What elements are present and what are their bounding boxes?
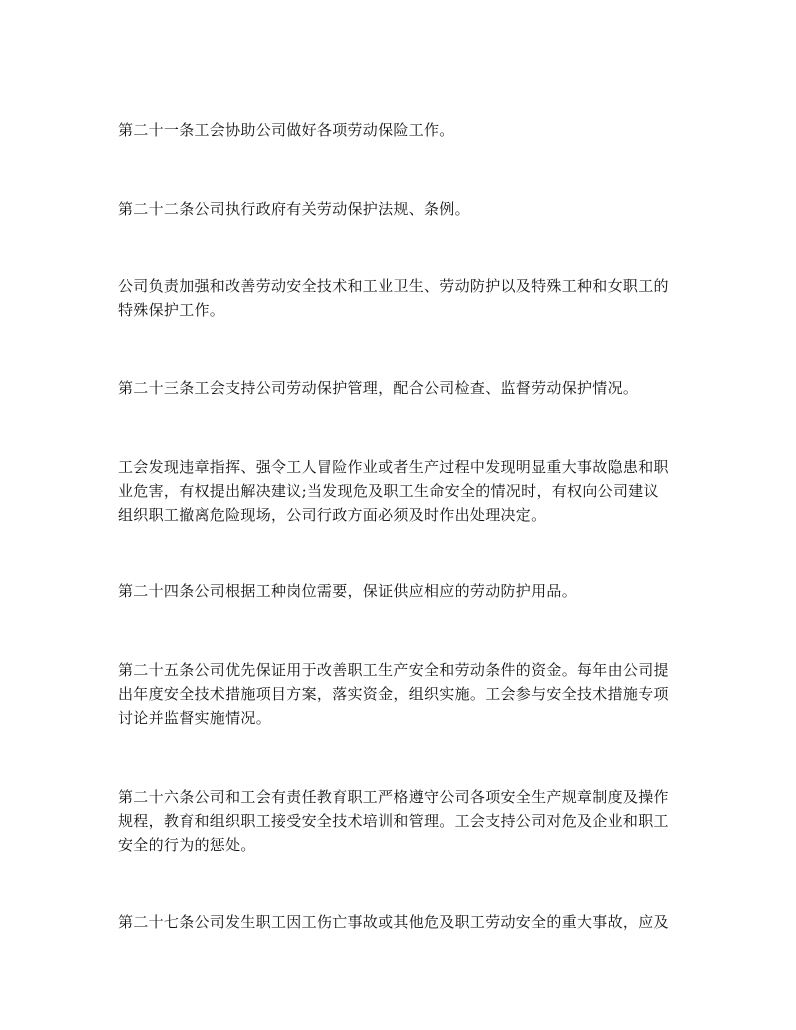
paragraph-article-23 bbox=[118, 376, 688, 400]
text-line: 工会发现违章指挥、强令工人冒险作业或者生产过程中发现明显重大事故隐患和职 bbox=[118, 458, 669, 476]
paragraph-article-21 bbox=[118, 118, 688, 142]
text-line: 规程，教育和组织职工接受安全技术培训和管理。工会支持公司对危及企业和职工 bbox=[118, 812, 669, 830]
text-line: 公司负责加强和改善劳动安全技术和工业卫生、劳动防护以及特殊工种和女职工的 bbox=[118, 277, 669, 295]
paragraph-union-rights bbox=[118, 455, 688, 527]
text-line: 第二十四条公司根据工种岗位需要，保证供应相应的劳动防护用品。 bbox=[118, 582, 578, 600]
text-line: 组织职工撤离危险现场，公司行政方面必须及时作出处理决定。 bbox=[118, 506, 547, 524]
text-line: 特殊保护工作。 bbox=[118, 301, 226, 319]
text-line: 第二十一条工会协助公司做好各项劳动保险工作。 bbox=[118, 121, 455, 139]
paragraph-article-22 bbox=[118, 197, 688, 221]
text-line: 第二十六条公司和工会有责任教育职工严格遵守公司各项安全生产规章制度及操作 bbox=[118, 788, 669, 806]
text-line: 第二十三条工会支持公司劳动保护管理，配合公司检查、监督劳动保护情况。 bbox=[118, 379, 639, 397]
text-line: 安全的行为的惩处。 bbox=[118, 836, 256, 854]
paragraph-article-25 bbox=[118, 658, 688, 730]
paragraph-article-24 bbox=[118, 579, 688, 603]
text-line: 出年度安全技术措施项目方案，落实资金，组织实施。工会参与安全技术措施专项 bbox=[118, 685, 669, 703]
paragraph-company-responsibility bbox=[118, 274, 688, 322]
paragraph-article-27 bbox=[118, 910, 688, 934]
text-line: 第二十五条公司优先保证用于改善职工生产安全和劳动条件的资金。每年由公司提 bbox=[118, 661, 669, 679]
text-line: 讨论并监督实施情况。 bbox=[118, 709, 272, 727]
paragraph-article-26 bbox=[118, 785, 688, 857]
text-line: 第二十二条公司执行政府有关劳动保护法规、条例。 bbox=[118, 200, 470, 218]
text-line: 业危害，有权提出解决建议;当发现危及职工生命安全的情况时，有权向公司建议 bbox=[118, 482, 659, 500]
text-line: 第二十七条公司发生职工因工伤亡事故或其他危及职工劳动安全的重大事故，应及 bbox=[118, 913, 669, 931]
